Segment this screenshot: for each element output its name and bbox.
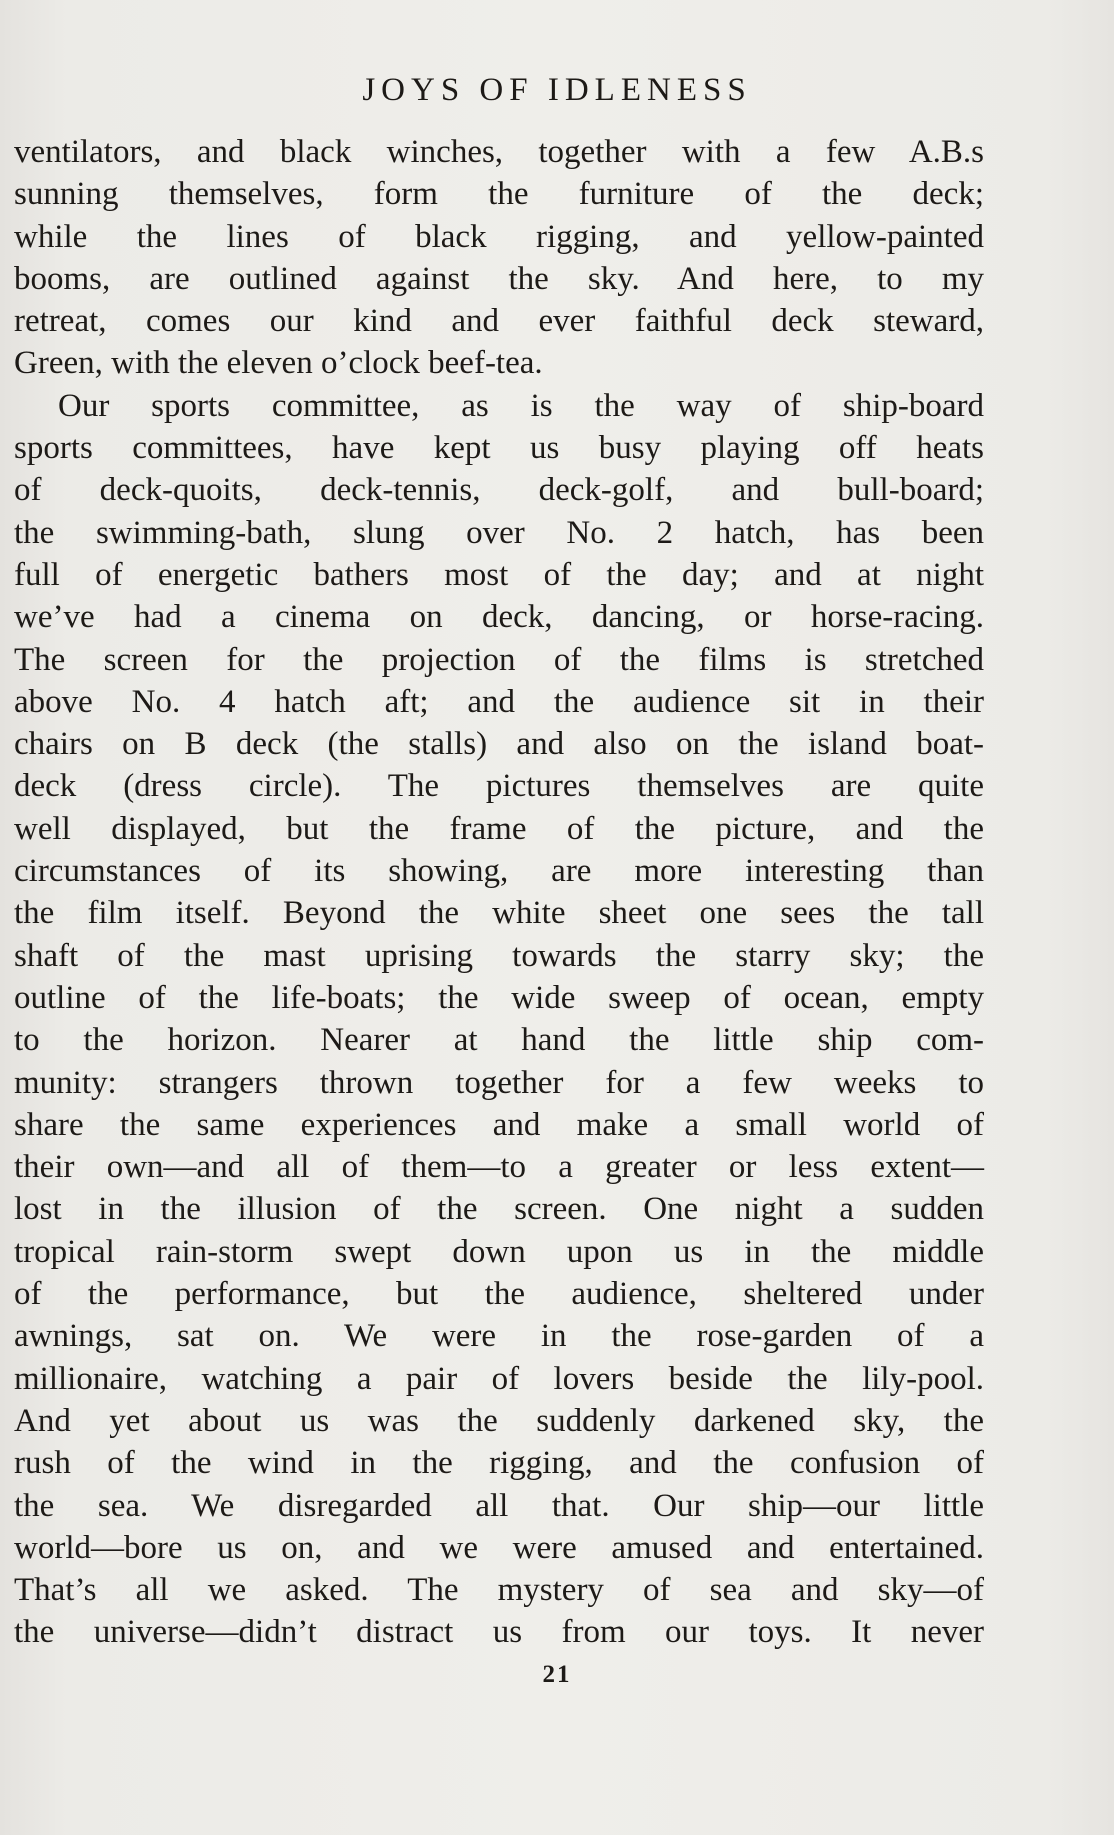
text-line: booms, are outlined against the sky. And here, to my	[14, 260, 984, 297]
text-line: their own—and all of them—to a greater or less extent—	[14, 1149, 984, 1186]
text-line: well displayed, but the frame of the picture, and the	[14, 810, 984, 847]
text-line: we’ve had a cinema on deck, dancing, or horse-racing.	[14, 599, 984, 636]
text-line: lost in the illusion of the screen. One night a sudden	[14, 1191, 984, 1228]
text-line: the swimming-bath, slung over No. 2 hatch, has been	[14, 514, 984, 551]
text-line: tropical rain-storm swept down upon us in the middle	[14, 1233, 984, 1270]
text-line: circumstances of its showing, are more interesting than	[14, 853, 984, 890]
page-number: 21	[542, 1661, 572, 1688]
text-line: millionaire, watching a pair of lovers beside the lily-pool.	[14, 1360, 984, 1397]
text-line: outline of the life-boats; the wide sweep of ocean, empty	[14, 979, 984, 1016]
text-line: while the lines of black rigging, and yellow-painted	[14, 218, 984, 255]
paragraph-first-line: Our sports committee, as is the way of ship-board	[58, 387, 984, 424]
text-line: to the horizon. Nearer at hand the little ship com-	[14, 1022, 984, 1059]
text-line: And yet about us was the suddenly darkened sky, the	[14, 1402, 984, 1439]
text-line: That’s all we asked. The mystery of sea and sky—of	[14, 1572, 984, 1609]
text-line: chairs on B deck (the stalls) and also on the island boat-	[14, 726, 984, 763]
text-line: retreat, comes our kind and ever faithful deck steward,	[14, 303, 984, 340]
text-line: ventilators, and black winches, together with a few A.B.s	[14, 134, 984, 170]
text-line: of the performance, but the audience, sheltered under	[14, 1276, 984, 1313]
text-line: the film itself. Beyond the white sheet one sees the tall	[14, 895, 984, 932]
text-line: sunning themselves, form the furniture of the deck;	[14, 176, 984, 213]
text-line: awnings, sat on. We were in the rose-garden of a	[14, 1318, 984, 1355]
text-line: The screen for the projection of the films is stretched	[14, 641, 984, 678]
text-line: sports committees, have kept us busy playing off heats	[14, 430, 984, 467]
text-line: of deck-quoits, deck-tennis, deck-golf, and bull-board;	[14, 472, 984, 509]
text-line: deck (dress circle). The pictures themselves are quite	[14, 768, 984, 805]
text-line: the universe—didn’t distract us from our toys. It never	[14, 1614, 984, 1651]
text-line: world—bore us on, and we were amused and entertained.	[14, 1529, 984, 1566]
text-line: rush of the wind in the rigging, and the confusion of	[14, 1445, 984, 1482]
text-line: above No. 4 hatch aft; and the audience sit in their	[14, 683, 984, 720]
text-line: Green, with the eleven o’clock beef-tea.	[14, 345, 543, 382]
text-line: munity: strangers thrown together for a few weeks to	[14, 1064, 984, 1101]
text-line: share the same experiences and make a small world of	[14, 1106, 984, 1143]
text-line: shaft of the mast uprising towards the starry sky; the	[14, 937, 984, 974]
body-text	[14, 131, 984, 1654]
running-head: JOYS OF IDLENESS	[362, 72, 752, 108]
text-line: the sea. We disregarded all that. Our ship—our little	[14, 1487, 984, 1524]
text-line: full of energetic bathers most of the day; and at night	[14, 556, 984, 593]
